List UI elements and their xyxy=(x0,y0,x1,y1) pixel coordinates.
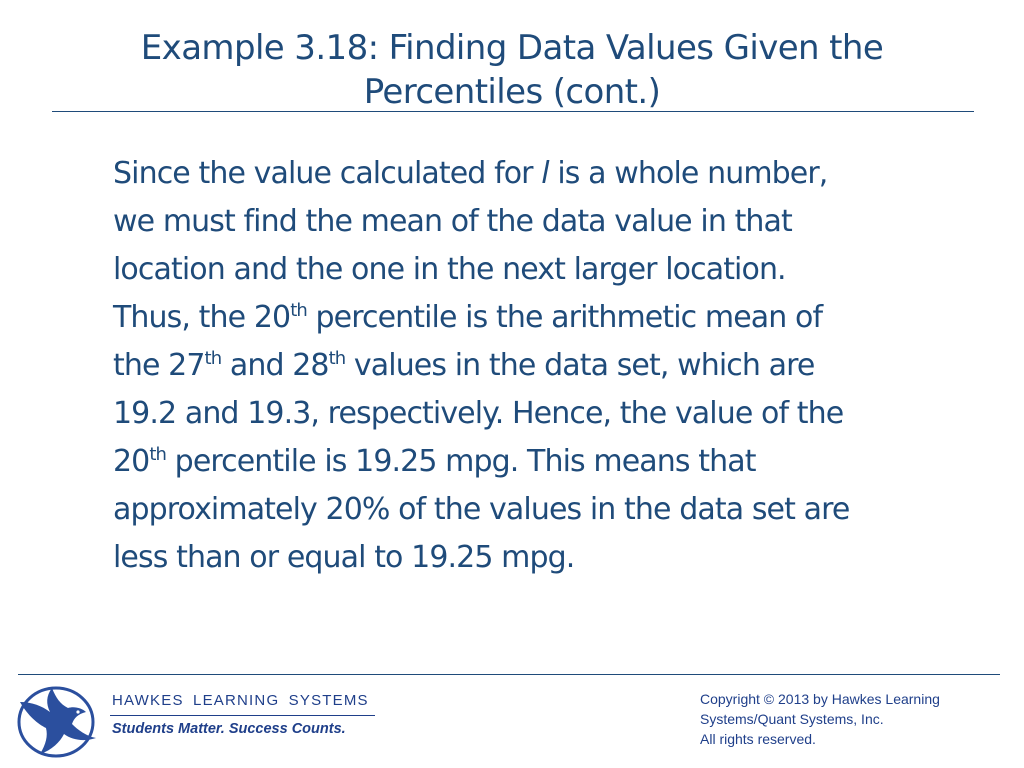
variable-l: l xyxy=(541,156,549,191)
copyright-line-3: All rights reserved. xyxy=(700,731,816,747)
slide-title xyxy=(60,26,964,114)
body-line-8: approximately 20% of the values in the data set are xyxy=(113,492,850,527)
slide-title-line-1: Example 3.18: Finding Data Values Given the xyxy=(140,28,884,68)
body-line-1 xyxy=(113,150,953,198)
body-text-segment: is a whole number, xyxy=(548,156,828,191)
body-line-9: less than or equal to 19.25 mpg. xyxy=(113,540,575,575)
copyright-notice xyxy=(700,689,1010,749)
slide-title-line-2: Percentiles (cont.) xyxy=(363,72,661,112)
brand-name: HAWKES LEARNING SYSTEMS xyxy=(112,692,369,709)
body-text-segment: values in the data set, which are xyxy=(345,348,815,383)
ordinal-suffix: th xyxy=(204,348,222,369)
body-text-segment: percentile is 19.25 mpg. This means that xyxy=(166,444,756,479)
title-divider xyxy=(52,111,974,112)
ordinal-suffix: th xyxy=(290,300,307,321)
body-line-7 xyxy=(113,438,953,486)
body-text-segment: and 28 xyxy=(221,348,329,383)
brand-tagline: Students Matter. Success Counts. xyxy=(112,721,346,737)
body-line-4 xyxy=(113,294,953,342)
slide-body xyxy=(113,150,953,582)
brand-divider xyxy=(110,715,375,716)
hawk-logo-icon xyxy=(16,682,100,760)
body-line-3: location and the one in the next larger location. xyxy=(113,252,786,287)
body-text-segment: 20 xyxy=(113,444,150,479)
body-text-segment: the 27 xyxy=(113,348,205,383)
ordinal-suffix: th xyxy=(328,348,346,369)
body-text-segment: percentile is the arithmetic mean of xyxy=(306,300,823,335)
ordinal-suffix: th xyxy=(149,444,167,465)
body-line-2: we must find the mean of the data value in that xyxy=(113,204,792,239)
copyright-line-1: Copyright © 2013 by Hawkes Learning xyxy=(700,691,940,707)
body-text-segment: Thus, the 20 xyxy=(113,300,291,335)
copyright-line-2: Systems/Quant Systems, Inc. xyxy=(700,711,884,727)
footer-divider xyxy=(18,674,1000,675)
body-text-segment: Since the value calculated for xyxy=(113,156,542,191)
body-line-5 xyxy=(113,342,953,390)
body-line-6: 19.2 and 19.3, respectively. Hence, the value of the xyxy=(113,396,844,431)
